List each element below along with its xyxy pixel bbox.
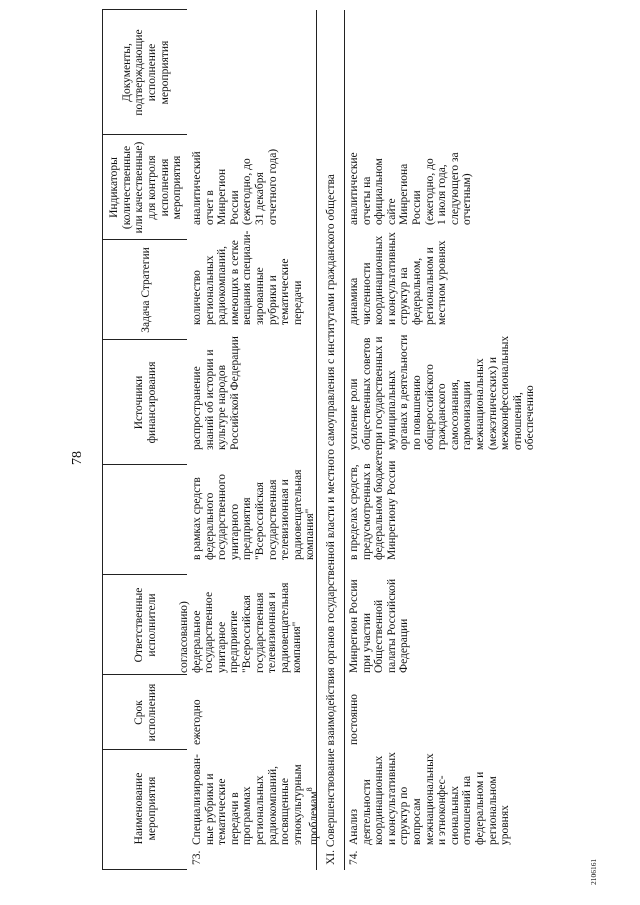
row73-executors: согласованию) федеральное государственное унитарное предприятие "Всероссийская государственная телевизионная и радиовещательная компания" xyxy=(178,582,304,673)
row74-indicators: динамика численности координационных и консультативных структур на федеральном, региональном и местном уровнях xyxy=(348,232,449,325)
header-documents: Документы, подтверждающие исполнение мероприятия xyxy=(120,29,171,116)
column-rule xyxy=(102,464,187,465)
row74-funding: в пределах средств, предусмотренных в федеральном бюджете Минрегиону России xyxy=(348,450,398,560)
header-indicators: Индикаторы (количественные или качественные) для контроля исполнения мероприятия xyxy=(108,141,184,234)
row73-task: распространение знаний об истории и культуре народов Российской Федерации xyxy=(191,336,241,450)
column-rule xyxy=(102,574,187,575)
column-rule xyxy=(102,339,187,340)
row74-task: усиление роли общественных советов при государственных и муниципальных органах в деятельности по повышению общероссийского гражданского самосознания, гармонизации межнациональных (межэтнических) и межконфессиональных отношений, обеспечению xyxy=(348,334,537,450)
column-rule xyxy=(102,674,187,675)
page-number: 78 xyxy=(70,451,85,465)
column-rule xyxy=(102,239,187,240)
document-id: 2106161 xyxy=(589,858,598,885)
row74-executors: Минрегион России при участии Общественной палаты Российской Федерации xyxy=(348,578,411,673)
row-separator xyxy=(316,10,317,870)
row73-term: ежегодно xyxy=(191,699,203,745)
column-rule xyxy=(102,749,187,750)
table-top-border xyxy=(102,10,103,870)
row73-indicators: количество региональных радиокомпаний, имеющих в сетке вещания специали- зированные рубрики и тематические передачи xyxy=(191,230,304,325)
header-term: Срок исполнения xyxy=(133,683,158,742)
row74-documents: аналитические отчеты на официальном сайте Минрегиона России (ежегодно, до 1 июля года, следующего за отчетным) xyxy=(348,152,474,225)
row73-footnote: 8 xyxy=(305,787,315,792)
header-executors: Ответственные исполнители xyxy=(133,587,158,663)
row73-number: 73. xyxy=(191,850,203,865)
header-funding: Источники финансирования xyxy=(133,361,158,444)
row-separator xyxy=(344,10,345,870)
header-task: Задача Стратегии xyxy=(139,247,152,333)
column-rule xyxy=(102,9,187,10)
row73-name-text: Специализирован- ные рубрики и тематические передачи в программах региональных радиокомпаний, посвященные этнокультурным проблемам xyxy=(191,754,321,845)
row73-documents: аналитический отчет в Минрегион России (ежегодно, до 31 декабря отчетного года) xyxy=(191,148,279,225)
row73-name xyxy=(191,745,321,845)
row73-funding: в рамках средств федерального государственного унитарного предприятия "Всероссийская государственная телевизионная и радиовещательная компания" xyxy=(191,469,317,560)
row74-name: Анализ деятельности координационных и консультативных структур по вопросам межнациональных и этноконфес- сиональных отношений на федеральном и региональном уровнях xyxy=(348,752,512,845)
row74-number: 74. xyxy=(348,850,360,865)
section-heading: XI. Совершенствование взаимодействия органов государственной власти и местного самоуправления с институтами гражданского общества xyxy=(325,174,337,865)
column-rule xyxy=(102,869,187,870)
row74-term: постоянно xyxy=(348,693,360,745)
header-name: Наименование мероприятия xyxy=(133,772,158,845)
column-rule xyxy=(102,134,187,135)
